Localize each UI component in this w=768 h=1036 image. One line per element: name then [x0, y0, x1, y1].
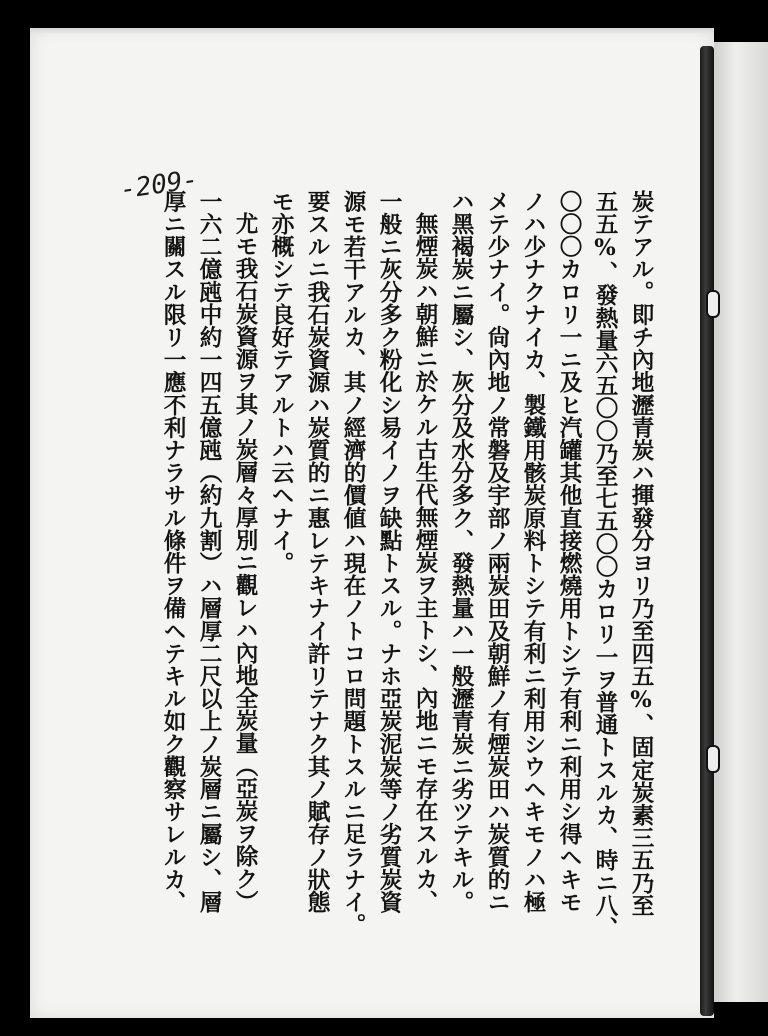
text-column: 〇〇〇カロリ一ニ及ヒ汽罐其他直接燃燒用トシテ有利ニ利用シ得ヘキモ: [556, 190, 582, 914]
text-column: 厚ニ關スル限リ一應不利ナラサル條件ヲ備ヘテキル如ク觀察サレルカ、: [160, 190, 186, 914]
text-column: 五五%、發熱量六五〇〇乃至七五〇〇カロリ一ヲ普通トスルカ、時ニ八、: [592, 190, 618, 940]
facing-page-edge: [714, 42, 768, 1002]
book-spine: [700, 46, 714, 1016]
text-column: 一六二億瓲中約一四五億瓲（約九割）ハ層厚二尺以上ノ炭層ニ屬シ、層: [196, 190, 222, 914]
text-column: ハ黑褐炭ニ屬シ、灰分及水分多ク、發熱量ハ一般瀝青炭ニ劣ツテキル。: [448, 190, 474, 914]
binding-clip: [706, 745, 720, 773]
text-column: メテ少ナイ。尙內地ノ常磐及宇部ノ兩炭田及朝鮮ノ有煙炭田ハ炭質的ニ: [484, 190, 510, 914]
text-column: 一般ニ灰分多ク粉化シ易イノヲ缺點トスル。ナホ亞炭泥炭等ノ劣質炭資: [376, 190, 402, 914]
text-column: ノハ少ナクナイカ、製鐵用骸炭原料トシテ有利ニ利用シウヘキモノハ極: [520, 190, 546, 914]
text-column: 無煙炭ハ朝鮮ニ於ケル古生代無煙炭ヲ主トシ、內地ニモ存在スルカ、: [412, 212, 438, 913]
text-column: 要スルニ我石炭資源ハ炭質的ニ惠レテキナイ許リテナク其ノ賦存ノ狀態: [304, 190, 330, 914]
text-column: 源モ若干アルカ、其ノ經濟的價値ハ現在ノトコロ問題トスルニ足ラナイ。: [340, 190, 366, 936]
binding-clip: [706, 290, 720, 318]
text-column: モ亦概シテ良好テアルトハ云ヘナイ。: [268, 190, 294, 575]
text-column: 尤モ我石炭資源ヲ其ノ炭層々厚別ニ觀レハ內地全炭量（亞炭ヲ除ク）: [232, 212, 258, 913]
text-column: 炭テアル。即チ內地瀝青炭ハ揮發分ヨリ乃至四五%、固定炭素三五乃至: [628, 190, 654, 917]
page-number: -209-: [118, 164, 200, 206]
